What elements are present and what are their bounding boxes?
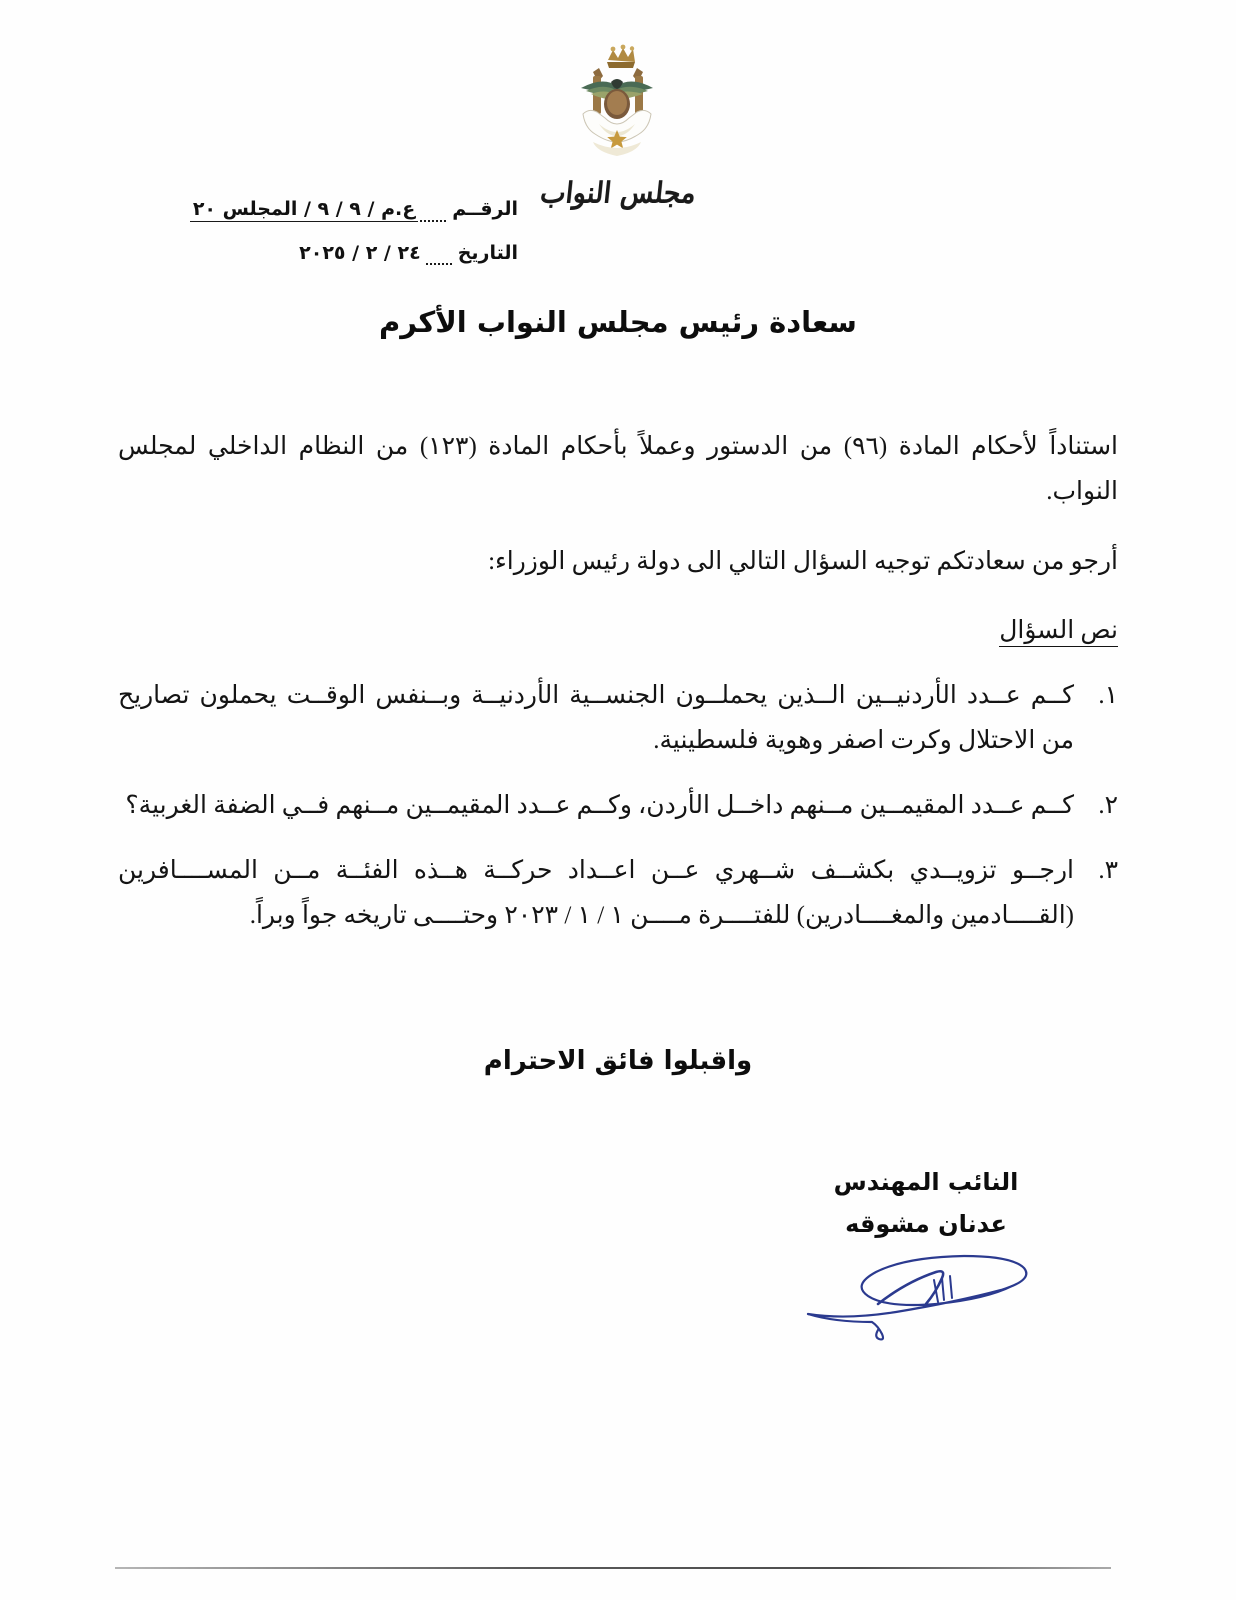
council-name: مجلس النواب bbox=[538, 177, 698, 210]
question-number: ١. bbox=[1098, 682, 1118, 709]
paragraph-legal-basis: استناداً لأحكام المادة (٩٦) من الدستور وعملاً بأحكام المادة (١٢٣) من النظام الداخلي لمجلس النواب. bbox=[118, 433, 1119, 505]
date-row bbox=[88, 242, 518, 265]
reference-number-row bbox=[88, 198, 518, 222]
signatory-name: عدنان مشوقه bbox=[845, 1210, 1007, 1238]
list-item bbox=[118, 673, 1118, 763]
salutation: سعادة رئيس مجلس النواب الأكرم bbox=[379, 305, 857, 339]
question-text: كــم عــدد الأردنيــين الــذين يحملــون الجنســية الأردنيــة وبــنفس الوقــت يحملون تصاريح من الاحتلال وكرت اصفر وهوية فلسطينية. bbox=[118, 682, 1074, 754]
letter-body bbox=[118, 425, 1118, 958]
signatory-title: النائب المهندس bbox=[833, 1168, 1019, 1196]
reference-dotted-rule bbox=[420, 206, 446, 222]
question-section-label-text: نص السؤال bbox=[999, 617, 1118, 647]
reference-block bbox=[88, 198, 518, 265]
letterhead bbox=[0, 42, 1236, 209]
closing-line: واقبلوا فائق الاحترام bbox=[483, 1046, 753, 1076]
paragraph-request: أرجو من سعادتكم توجيه السؤال التالي الى دولة رئيس الوزراء: bbox=[488, 548, 1118, 575]
reference-number-value: ع.م / ٩ / ٩ / المجلس ٢٠ bbox=[190, 198, 418, 222]
question-number: ٢. bbox=[1098, 792, 1118, 819]
question-number: ٣. bbox=[1098, 857, 1118, 884]
jordan-coat-of-arms-icon bbox=[553, 42, 683, 167]
question-section-label bbox=[118, 609, 1118, 654]
footer-divider bbox=[115, 1567, 1111, 1569]
question-text: كــم عــدد المقيمــين مــنهم داخــل الأردن، وكــم عــدد المقيمــين مــنهم فــي الضفة الغربية؟ bbox=[125, 792, 1074, 819]
date-label: التاريخ bbox=[457, 242, 518, 264]
list-item bbox=[118, 783, 1118, 828]
signature-block bbox=[756, 1168, 1096, 1347]
question-list bbox=[118, 673, 1118, 938]
list-item bbox=[118, 848, 1118, 938]
handwritten-signature bbox=[756, 1242, 1096, 1347]
question-text: ارجــو تزويــدي بكشــف شــهري عــن اعــداد حركــة هــذه الفئــة مــن المســــافرين (القــــادمين والمغــــادرين) للفتــــرة مــــن ١ / ١ / ٢٠٢٣ وحتــــى تاريخه جواً وبراً. bbox=[118, 857, 1074, 929]
date-value: ٢٤ / ٢ / ٢٠٢٥ bbox=[299, 242, 421, 264]
date-dotted-rule bbox=[426, 249, 452, 265]
reference-label: الرقــم bbox=[452, 198, 518, 220]
